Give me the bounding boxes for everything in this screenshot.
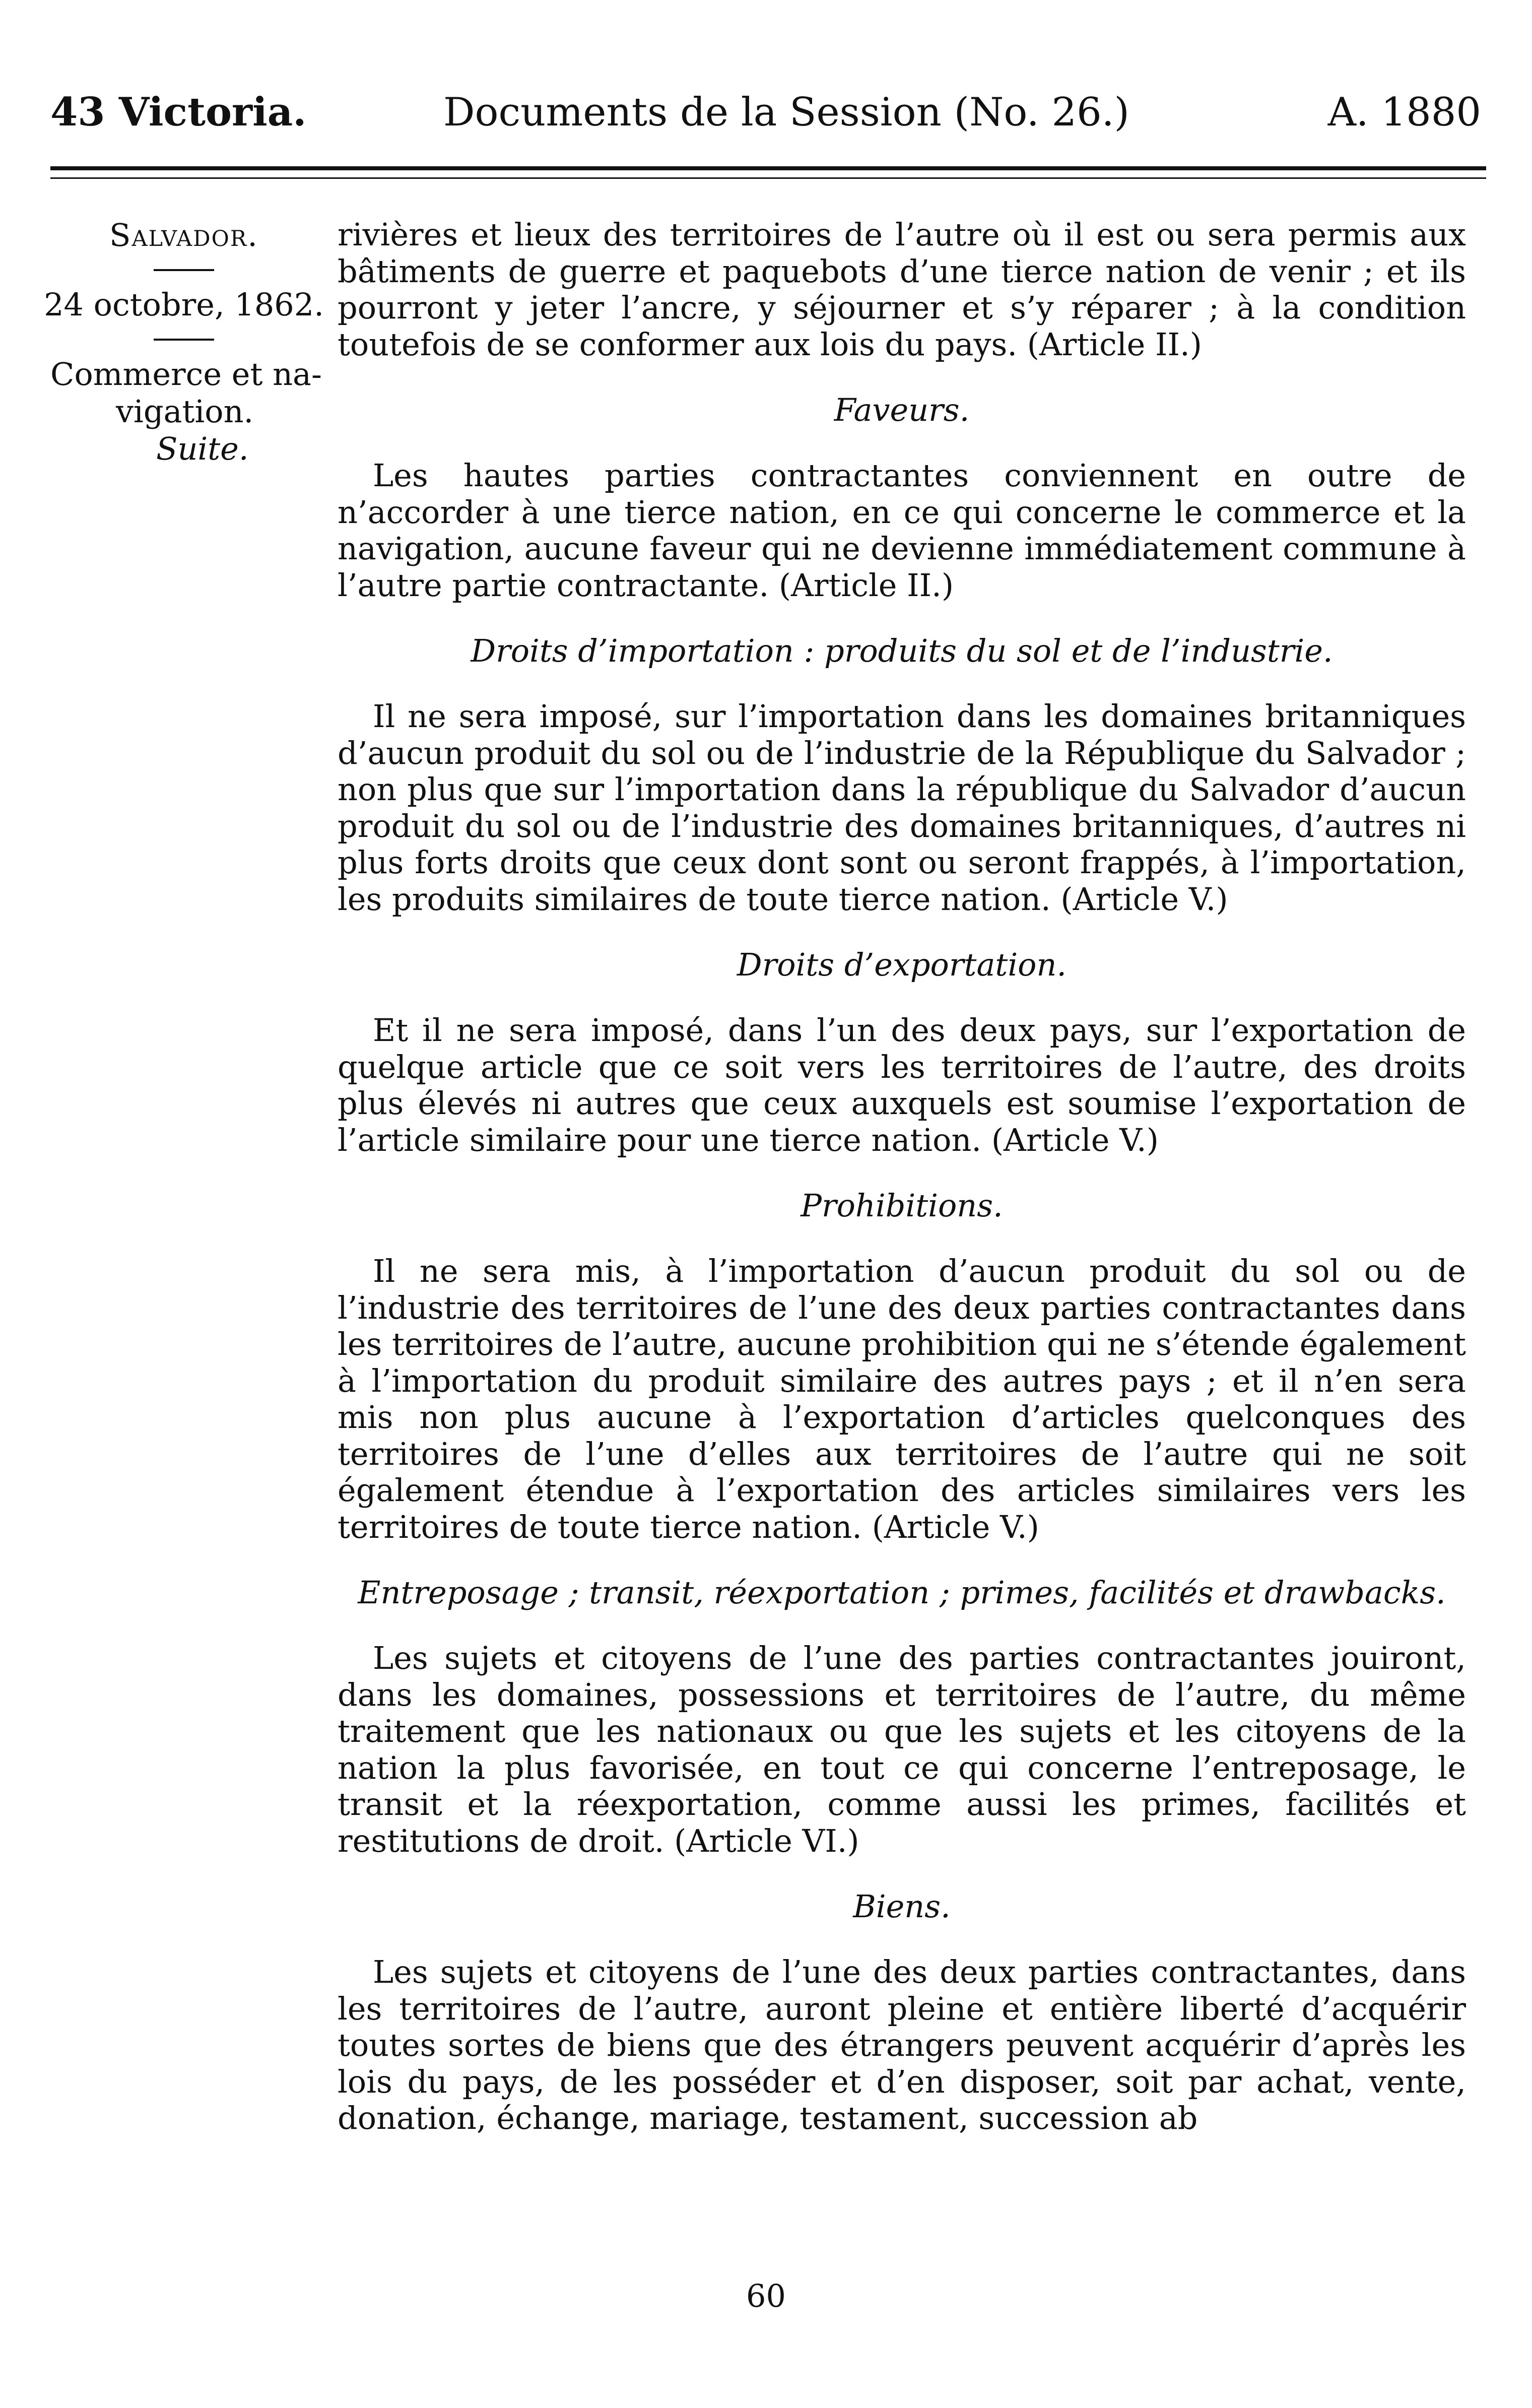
section-heading-importation: Droits d’importation : produits du sol et de l’industrie.	[471, 632, 1333, 669]
page-number: 60	[746, 2277, 786, 2314]
margin-date: 24 octobre, 1862.	[44, 286, 324, 323]
section-text-biens: Les sujets et citoyens de l’une des deux parties contractantes, dans les territoires de l’autre, auront pleine et entière liberté d’acquérir toutes sortes de biens que des étrangers peuvent acquérir d’après les lois du pays, de les posséder et d’en disposer, soit par achat, vente, donation, échange, mariage, testament, succession ab	[338, 1954, 1466, 2136]
header-rule-thick	[50, 166, 1486, 170]
section-heading-exportation: Droits d’exportation.	[737, 946, 1067, 983]
section-text-entreposage: Les sujets et citoyens de l’une des parties contractantes jouiront, dans les domaines, possessions et territoires de l’autre, du même traitement que les nationaux ou que les sujets et les citoyens de la nation la plus favorisée, en tout ce qui concerne l’entreposage, le transit et la réexportation, comme aussi les primes, facilités et restitutions de droit. (Article VI.)	[338, 1640, 1466, 1859]
margin-topic-cont: vigation.	[116, 393, 254, 430]
margin-dash	[154, 339, 214, 341]
header-document-title: Documents de la Session (No. 26.)	[443, 90, 1129, 135]
header-rule-thin	[50, 177, 1486, 179]
section-heading-biens: Biens.	[853, 1888, 951, 1925]
section-text-importation: Il ne sera imposé, sur l’importation dans les domaines britanniques d’aucun produit du sol ou de l’industrie de la République du Salvador ; non plus que sur l’importation dans la république du Salvador d’aucun produit du sol ou de l’industrie des domaines britanniques, d’autres ni plus forts droits que ceux dont sont ou seront frappés, à l’importation, les produits similaires de toute tierce nation. (Article V.)	[338, 698, 1466, 918]
section-heading-entreposage: Entreposage ; transit, réexportation ; primes, facilités et drawbacks.	[358, 1574, 1446, 1611]
margin-note	[30, 217, 338, 468]
section-text-prohibitions: Il ne sera mis, à l’importation d’aucun produit du sol ou de l’industrie des territoires de l’une des deux parties contractantes dans les territoires de l’autre, aucune prohibition qui ne s’étende également à l’importation du produit similaire des autres pays ; et il n’en sera mis non plus aucune à l’exportation d’articles quelconques des territoires de l’une d’elles aux territoires de l’autre qui ne soit également étendue à l’exportation des articles similaires vers les territoires de toute tierce nation. (Article V.)	[338, 1253, 1466, 1545]
margin-topic: Commerce et na-	[50, 356, 322, 393]
section-text-faveurs: Les hautes parties contractantes conviennent en outre de n’accorder à une tierce nation, en ce qui concerne le commerce et la navigation, aucune faveur qui ne devienne immédiatement commune à l’autre partie contractante. (Article II.)	[338, 457, 1466, 604]
margin-continued: Suite.	[156, 430, 249, 467]
opening-paragraph: rivières et lieux des territoires de l’autre où il est ou sera permis aux bâtiments de guerre et paquebots d’une tierce nation de venir ; et ils pourront y jeter l’ancre, y séjourner et s’y réparer ; à la condition toutefois de se conformer aux lois du pays. (Article II.)	[338, 216, 1466, 363]
section-heading-faveurs: Faveurs.	[834, 392, 970, 428]
main-text	[338, 217, 1466, 2137]
header-year: A. 1880	[1327, 90, 1481, 135]
running-head	[50, 85, 1481, 140]
margin-dash	[154, 269, 214, 271]
margin-country: Salvador.	[109, 217, 258, 253]
header-regnal-year: 43 Victoria.	[50, 89, 307, 135]
section-text-exportation: Et il ne sera imposé, dans l’un des deux pays, sur l’exportation de quelque article que ce soit vers les territoires de l’autre, des droits plus élevés ni autres que ceux auxquels est soumise l’exportation de l’article similaire pour une tierce nation. (Article V.)	[338, 1012, 1466, 1158]
section-heading-prohibitions: Prohibitions.	[801, 1187, 1003, 1224]
